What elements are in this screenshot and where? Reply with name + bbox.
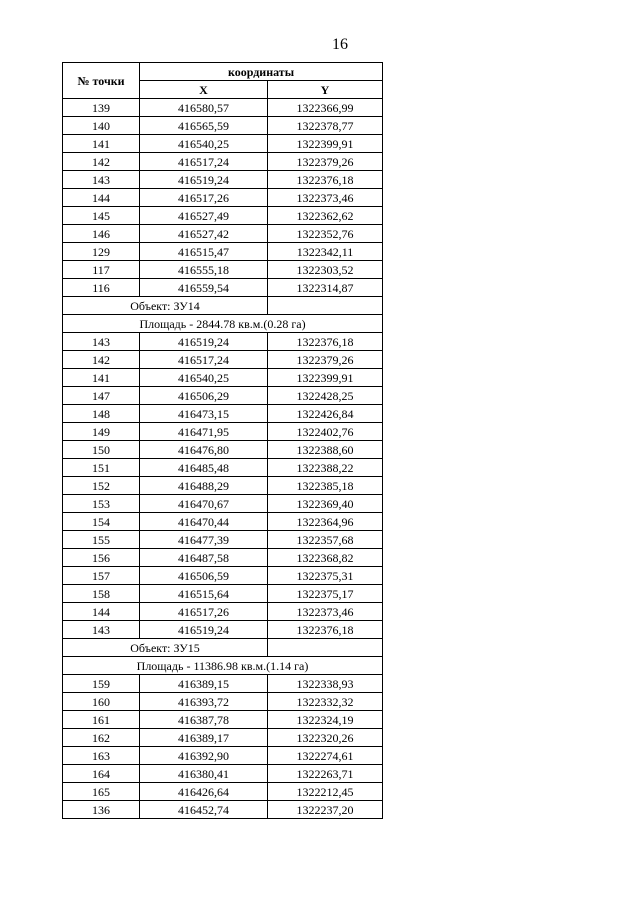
table-header (63, 63, 383, 99)
point-number-cell: 143 (63, 333, 140, 351)
x-coordinate-cell: 416471,95 (140, 423, 268, 441)
x-coordinate-cell: 416380,41 (140, 765, 268, 783)
point-number-cell: 155 (63, 531, 140, 549)
y-coordinate-cell: 1322399,91 (268, 369, 383, 387)
table-row (63, 765, 383, 783)
table-row (63, 747, 383, 765)
y-coordinate-cell: 1322402,76 (268, 423, 383, 441)
x-coordinate-cell: 416580,57 (140, 99, 268, 117)
point-number-cell: 154 (63, 513, 140, 531)
y-coordinate-cell: 1322376,18 (268, 171, 383, 189)
x-coordinate-cell: 416452,74 (140, 801, 268, 819)
y-coordinate-cell: 1322368,82 (268, 549, 383, 567)
area-row (63, 657, 383, 675)
object-row (63, 639, 383, 657)
y-coordinate-cell: 1322342,11 (268, 243, 383, 261)
point-number-cell: 151 (63, 459, 140, 477)
point-number-cell: 145 (63, 207, 140, 225)
table-row (63, 711, 383, 729)
x-coordinate-cell: 416392,90 (140, 747, 268, 765)
y-coordinate-cell: 1322426,84 (268, 405, 383, 423)
x-coordinate-cell: 416473,15 (140, 405, 268, 423)
x-coordinate-cell: 416485,48 (140, 459, 268, 477)
table-row (63, 801, 383, 819)
point-number-cell: 144 (63, 189, 140, 207)
y-coordinate-cell: 1322399,91 (268, 135, 383, 153)
y-coordinate-cell: 1322212,45 (268, 783, 383, 801)
empty-cell (268, 297, 383, 315)
x-header: X (140, 81, 268, 99)
y-coordinate-cell: 1322388,60 (268, 441, 383, 459)
point-number-cell: 139 (63, 99, 140, 117)
y-coordinate-cell: 1322320,26 (268, 729, 383, 747)
point-number-cell: 163 (63, 747, 140, 765)
point-number-cell: 141 (63, 135, 140, 153)
area-label: Площадь - 11386.98 кв.м.(1.14 га) (63, 657, 383, 675)
point-number-cell: 161 (63, 711, 140, 729)
point-number-cell: 149 (63, 423, 140, 441)
point-number-header: № точки (63, 63, 140, 99)
point-number-cell: 165 (63, 783, 140, 801)
table-row (63, 135, 383, 153)
table-row (63, 423, 383, 441)
y-coordinate-cell: 1322379,26 (268, 153, 383, 171)
point-number-cell: 157 (63, 567, 140, 585)
point-number-cell: 117 (63, 261, 140, 279)
y-coordinate-cell: 1322373,46 (268, 189, 383, 207)
table-row (63, 783, 383, 801)
coordinates-header: координаты (140, 63, 383, 81)
y-coordinate-cell: 1322314,87 (268, 279, 383, 297)
point-number-cell: 156 (63, 549, 140, 567)
point-number-cell: 159 (63, 675, 140, 693)
y-coordinate-cell: 1322378,77 (268, 117, 383, 135)
x-coordinate-cell: 416527,49 (140, 207, 268, 225)
x-coordinate-cell: 416487,58 (140, 549, 268, 567)
x-coordinate-cell: 416389,17 (140, 729, 268, 747)
table-row (63, 513, 383, 531)
point-number-cell: 143 (63, 171, 140, 189)
x-coordinate-cell: 416517,26 (140, 603, 268, 621)
x-coordinate-cell: 416519,24 (140, 171, 268, 189)
table-row (63, 351, 383, 369)
table-row (63, 153, 383, 171)
area-label: Площадь - 2844.78 кв.м.(0.28 га) (63, 315, 383, 333)
x-coordinate-cell: 416517,24 (140, 351, 268, 369)
table-row (63, 495, 383, 513)
x-coordinate-cell: 416540,25 (140, 135, 268, 153)
x-coordinate-cell: 416515,64 (140, 585, 268, 603)
table-row (63, 207, 383, 225)
y-coordinate-cell: 1322263,71 (268, 765, 383, 783)
table-row (63, 693, 383, 711)
y-coordinate-cell: 1322364,96 (268, 513, 383, 531)
y-coordinate-cell: 1322375,31 (268, 567, 383, 585)
point-number-cell: 144 (63, 603, 140, 621)
empty-cell (268, 639, 383, 657)
object-row (63, 297, 383, 315)
table-row (63, 261, 383, 279)
object-label: Объект: ЗУ14 (63, 297, 268, 315)
table-row (63, 441, 383, 459)
y-coordinate-cell: 1322338,93 (268, 675, 383, 693)
x-coordinate-cell: 416559,54 (140, 279, 268, 297)
x-coordinate-cell: 416555,18 (140, 261, 268, 279)
x-coordinate-cell: 416527,42 (140, 225, 268, 243)
table-row (63, 405, 383, 423)
x-coordinate-cell: 416517,26 (140, 189, 268, 207)
table-row (63, 549, 383, 567)
table-row (63, 99, 383, 117)
point-number-cell: 142 (63, 351, 140, 369)
x-coordinate-cell: 416540,25 (140, 369, 268, 387)
x-coordinate-cell: 416488,29 (140, 477, 268, 495)
point-number-cell: 141 (63, 369, 140, 387)
x-coordinate-cell: 416393,72 (140, 693, 268, 711)
y-coordinate-cell: 1322352,76 (268, 225, 383, 243)
table-row (63, 279, 383, 297)
table-row (63, 729, 383, 747)
point-number-cell: 158 (63, 585, 140, 603)
table-row (63, 603, 383, 621)
table-row (63, 333, 383, 351)
point-number-cell: 162 (63, 729, 140, 747)
x-coordinate-cell: 416506,59 (140, 567, 268, 585)
table-body (63, 99, 383, 819)
y-coordinate-cell: 1322237,20 (268, 801, 383, 819)
point-number-cell: 164 (63, 765, 140, 783)
x-coordinate-cell: 416515,47 (140, 243, 268, 261)
y-coordinate-cell: 1322376,18 (268, 333, 383, 351)
point-number-cell: 129 (63, 243, 140, 261)
point-number-cell: 148 (63, 405, 140, 423)
point-number-cell: 150 (63, 441, 140, 459)
coordinates-table (62, 62, 383, 819)
x-coordinate-cell: 416426,64 (140, 783, 268, 801)
y-coordinate-cell: 1322362,62 (268, 207, 383, 225)
x-coordinate-cell: 416470,67 (140, 495, 268, 513)
table-row (63, 459, 383, 477)
y-coordinate-cell: 1322379,26 (268, 351, 383, 369)
point-number-cell: 136 (63, 801, 140, 819)
x-coordinate-cell: 416565,59 (140, 117, 268, 135)
point-number-cell: 146 (63, 225, 140, 243)
x-coordinate-cell: 416519,24 (140, 621, 268, 639)
table-row (63, 567, 383, 585)
y-coordinate-cell: 1322375,17 (268, 585, 383, 603)
table-row (63, 585, 383, 603)
y-coordinate-cell: 1322428,25 (268, 387, 383, 405)
point-number-cell: 142 (63, 153, 140, 171)
x-coordinate-cell: 416506,29 (140, 387, 268, 405)
table-row (63, 225, 383, 243)
point-number-cell: 147 (63, 387, 140, 405)
area-row (63, 315, 383, 333)
y-coordinate-cell: 1322324,19 (268, 711, 383, 729)
point-number-cell: 140 (63, 117, 140, 135)
y-coordinate-cell: 1322332,32 (268, 693, 383, 711)
object-label: Объект: ЗУ15 (63, 639, 268, 657)
x-coordinate-cell: 416477,39 (140, 531, 268, 549)
y-header: Y (268, 81, 383, 99)
point-number-cell: 153 (63, 495, 140, 513)
y-coordinate-cell: 1322385,18 (268, 477, 383, 495)
y-coordinate-cell: 1322376,18 (268, 621, 383, 639)
y-coordinate-cell: 1322303,52 (268, 261, 383, 279)
point-number-cell: 116 (63, 279, 140, 297)
point-number-cell: 143 (63, 621, 140, 639)
table-row (63, 477, 383, 495)
table-row (63, 675, 383, 693)
y-coordinate-cell: 1322373,46 (268, 603, 383, 621)
y-coordinate-cell: 1322357,68 (268, 531, 383, 549)
table-row (63, 387, 383, 405)
x-coordinate-cell: 416389,15 (140, 675, 268, 693)
y-coordinate-cell: 1322369,40 (268, 495, 383, 513)
table-row (63, 621, 383, 639)
table-row (63, 117, 383, 135)
page-number: 16 (332, 36, 348, 53)
x-coordinate-cell: 416519,24 (140, 333, 268, 351)
table-row (63, 369, 383, 387)
table-row (63, 243, 383, 261)
table-row (63, 189, 383, 207)
table-row (63, 531, 383, 549)
y-coordinate-cell: 1322366,99 (268, 99, 383, 117)
x-coordinate-cell: 416517,24 (140, 153, 268, 171)
y-coordinate-cell: 1322388,22 (268, 459, 383, 477)
x-coordinate-cell: 416476,80 (140, 441, 268, 459)
table-row (63, 171, 383, 189)
point-number-cell: 160 (63, 693, 140, 711)
point-number-cell: 152 (63, 477, 140, 495)
x-coordinate-cell: 416470,44 (140, 513, 268, 531)
y-coordinate-cell: 1322274,61 (268, 747, 383, 765)
x-coordinate-cell: 416387,78 (140, 711, 268, 729)
